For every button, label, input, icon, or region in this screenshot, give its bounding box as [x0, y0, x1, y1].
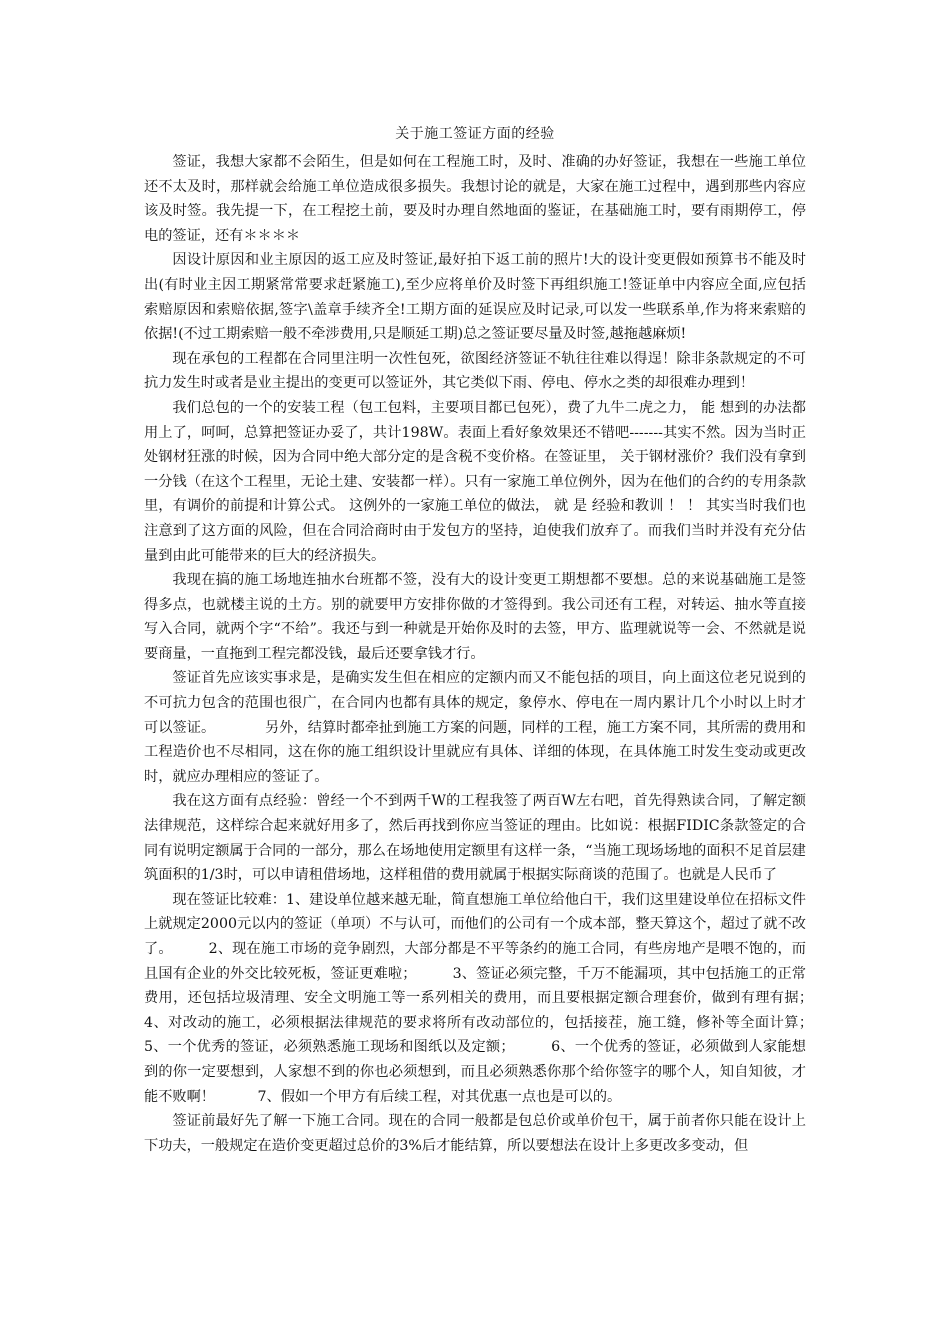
document-title: 关于施工签证方面的经验	[395, 126, 555, 142]
paragraph-2: 因设计原因和业主原因的返工应及时签证,最好拍下返工前的照片!大的设计变更假如预算书不能及时出(有时业主因工期紧常常要求赶紧施工),至少应将单价及时签下再组织施工!签证单中内容应全面,应包括索赔原因和索赔依据,签字\盖章手续齐全!工期方面的延误应及时记录,可以发一些联系单,作为将来索赔的依据!(不过工期索赔一般不牵涉费用,只是顺延工期)总之签证要尽量及时签,越拖越麻烦!	[144, 252, 806, 343]
paragraph-9: 签证前最好先了解一下施工合同。现在的合同一般都是包总价或单价包干，属于前者你只能在设计上下功夫，一般规定在造价变更超过总价的3%后才能结算，所以要想法在设计上多更改多变动，但	[144, 1113, 806, 1154]
paragraph-4: 我们总包的一个的安装工程（包工包料，主要项目都已包死），费了九牛二虎之力， 能 想到的办法都用上了，呵呵，总算把签证办妥了，共计198W。表面上看好象效果还不错吧-------其实不然。因为当时正处钢材狂涨的时候，因为合同中绝大部分定的是含税不变价格。在签证里， 关于钢材涨价？我们没有拿到一分钱（在这个工程里，无论土建、安装都一样）。只有一家施工单位例外，因为在他们的合约的专用条款里，有调价的前提和计算公式。 这例外的一家施工单位的做法， 就 是 经验和教训 ！ ！ 其实当时我们也注意到了这方面的风险，但在合同洽商时由于发包方的坚持，迫使我们放弃了。而我们当时并没有充分估量到由此可能带来的巨大的经济损失。	[144, 399, 806, 564]
paragraph-6: 签证首先应该实事求是，是确实发生但在相应的定额内而又不能包括的项目，向上面这位老兄说到的不可抗力包含的范围也很广，在合同内也都有具体的规定，象停水、停电在一周内累计几个小时以上时才可以签证。 另外，结算时都牵扯到施工方案的问题，同样的工程，施工方案不同，其所需的费用和工程造价也不尽相同，这在你的施工组织设计里就应有具体、详细的体现，在具体施工时发生变动或更改时，就应办理相应的签证了。	[144, 670, 806, 785]
paragraph-8: 现在签证比较难：1、建设单位越来越无耻，简直想施工单位给他白干，我们这里建设单位在招标文件上就规定2000元以内的签证（单项）不与认可，而他们的公司有一个成本部，整天算这个，超过了就不改了。 2、现在施工市场的竞争剧烈，大部分都是不平等条约的施工合同，有些房地产是喂不饱的，而且国有企业的外交比较死板，签证更难啦； 3、签证必须完整，千万不能漏项，其中包括施工的正常费用，还包括垃圾清理、安全文明施工等一系列相关的费用，而且要根据定额合理套价，做到有理有据； 4、对改动的施工，必须根据法律规范的要求将所有改动部位的，包括接茬，施工缝，修补等全面计算； 5、一个优秀的签证，必须熟悉施工现场和图纸以及定额； 6、一个优秀的签证，必须做到人家能想到的你一定要想到，人家想不到的你也必须想到，而且必须熟悉你那个给你签字的哪个人，知自知彼，才能不败啊！ 7、假如一个甲方有后续工程，对其优惠一点也是可以的。	[144, 891, 849, 1105]
paragraph-5: 我现在搞的施工场地连抽水台班都不签，没有大的设计变更工期想都不要想。总的来说基础施工是签得多点，也就楼主说的土方。别的就要甲方安排你做的才签得到。我公司还有工程，对转运、抽水等直接写入合同，就两个字“不给”。我还与到一种就是开始你及时的去签，甲方、监理就说等一会、不然就是说要商量，一直拖到工程完都没钱，最后还要拿钱才行。	[144, 572, 806, 662]
paragraph-1: 签证，我想大家都不会陌生，但是如何在工程施工时，及时、准确的办好签证，我想在一些施工单位还不太及时，那样就会给施工单位造成很多损失。我想讨论的就是，大家在施工过程中，遇到那些内容应该及时签。我先提一下，在工程挖土前，要及时办理自然地面的鉴证，在基础施工时，要有雨期停工，停电的签证，还有＊＊＊＊	[144, 154, 806, 244]
paragraph-7: 我在这方面有点经验：曾经一个不到两千W的工程我签了两百W左右吧，首先得熟读合同，了解定额法律规范，这样综合起来就好用多了，然后再找到你应当签证的理由。比如说：根据FIDIC条款签定的合同有说明定额属于合同的一部分，那么在场地使用定额里有这样一条，“当施工现场场地的面积不足首层建筑面积的1/3时，可以申请租借场地，这样租借的费用就属于根据实际商谈的范围了。也就是人民币了	[144, 793, 806, 884]
paragraph-3: 现在承包的工程都在合同里注明一次性包死，欲图经济签证不轨往往难以得逞！除非条款规定的不可抗力发生时或者是业主提出的变更可以签证外，其它类似下雨、停电、停水之类的却很难办理到！	[144, 350, 806, 392]
document-page	[144, 122, 849, 1158]
